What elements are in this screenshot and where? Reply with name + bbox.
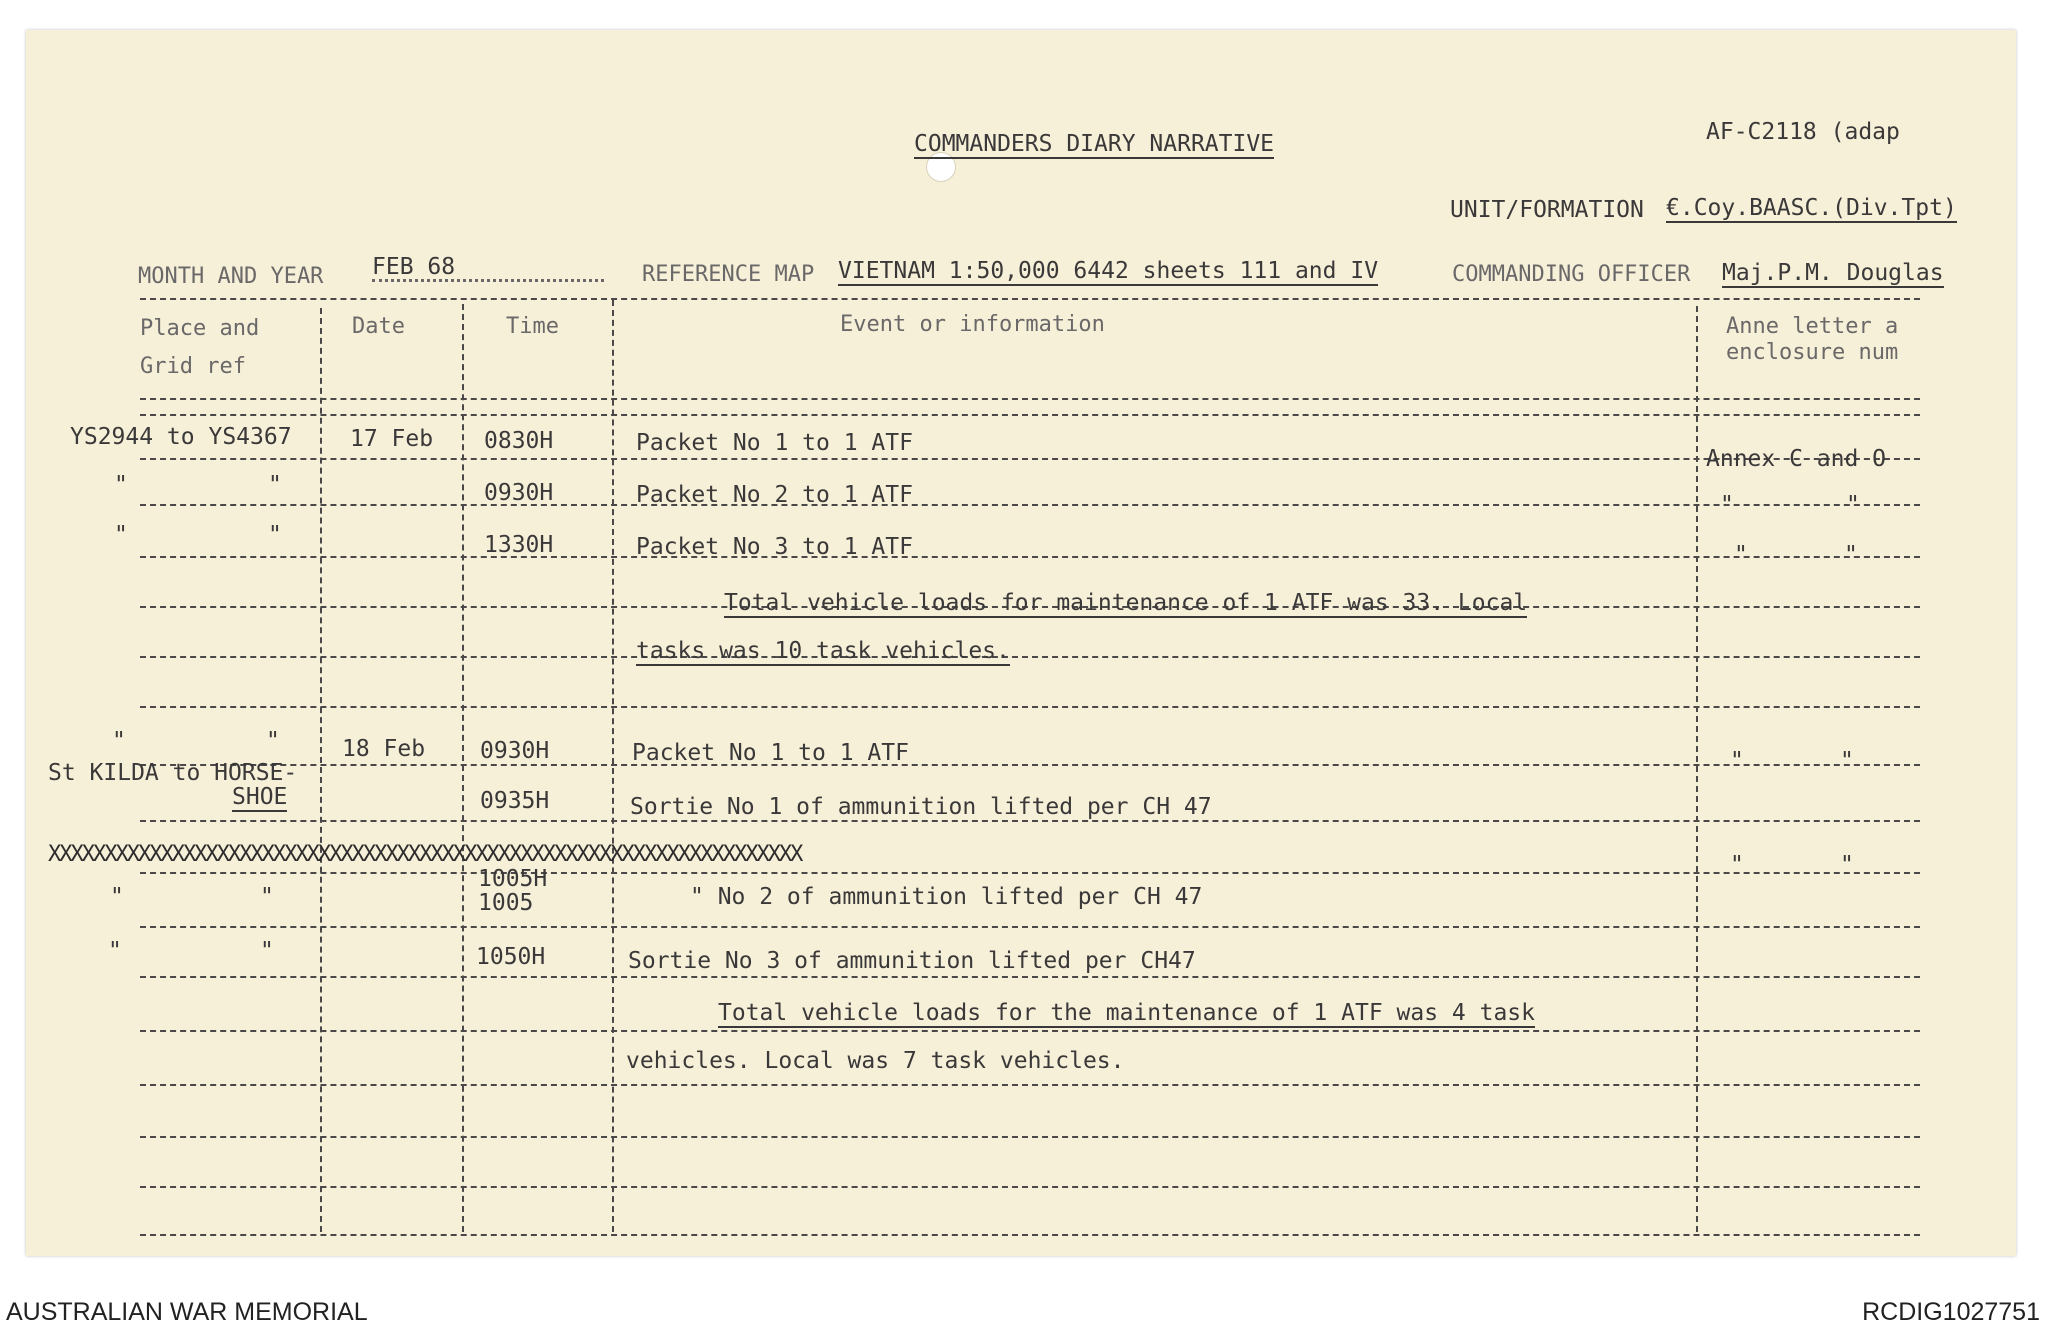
column-header-annex: Anne letter a (1726, 314, 1899, 339)
event-summary: vehicles. Local was 7 task vehicles. (626, 1048, 1125, 1074)
form-code: AF-C2118 (adap (1706, 119, 1900, 145)
event-text: Sortie No 3 of ammunition lifted per CH47 (628, 948, 1196, 974)
column-header-place: Place and (140, 316, 260, 341)
row-rule (140, 976, 1920, 978)
ditto-mark: " (1730, 748, 1744, 774)
row-rule (140, 1030, 1920, 1032)
place-grid-ref: YS2944 to YS4367 (70, 424, 292, 450)
ditto-mark: " (268, 522, 282, 548)
entry-time: 1050H (476, 944, 546, 970)
place-grid-ref: St KILDA to HORSE- (48, 760, 298, 786)
column-divider (462, 304, 464, 1232)
ditto-mark: " (114, 472, 128, 498)
row-rule (140, 556, 1920, 558)
entry-time: 1330H (484, 532, 554, 558)
event-text: " No 2 of ammunition lifted per CH 47 (690, 884, 1203, 910)
column-header-date: Date (352, 314, 405, 339)
archive-attribution: AUSTRALIAN WAR MEMORIAL (6, 1298, 368, 1326)
ditto-mark: " (268, 472, 282, 498)
event-summary: Total vehicle loads for the maintenance of 1 ATF was 4 task (718, 1000, 1535, 1026)
row-rule (140, 458, 1920, 460)
ditto-mark: " (1844, 542, 1858, 568)
ditto-mark: " (1840, 748, 1854, 774)
ditto-mark: " (112, 728, 126, 754)
row-rule (140, 1136, 1920, 1138)
ditto-mark: " (1734, 542, 1748, 568)
month-label: MONTH AND YEAR (138, 264, 324, 289)
row-rule (140, 820, 1920, 822)
ditto-mark: " (108, 938, 122, 964)
event-summary: Total vehicle loads for maintenance of 1 ATF was 33. Local (724, 590, 1528, 616)
row-rule (140, 706, 1920, 708)
ditto-mark: " (260, 884, 274, 910)
column-divider (612, 300, 614, 1232)
commanding-officer-value: Maj.P.M. Douglas (1722, 260, 1944, 286)
entry-time: 0935H (480, 788, 550, 814)
entry-time: 1005 (478, 890, 534, 916)
row-rule (140, 872, 1920, 874)
row-rule (140, 1084, 1920, 1086)
event-summary: tasks was 10 task vehicles. (636, 638, 1010, 664)
ditto-mark: " (1840, 852, 1854, 878)
place-grid-ref: SHOE (232, 784, 288, 810)
ditto-mark: " (1720, 492, 1734, 518)
month-value: FEB 68 (372, 256, 604, 282)
ditto-mark: " (266, 728, 280, 754)
annex-reference: Annex C and O (1706, 446, 1887, 472)
unit-label: UNIT/FORMATION (1450, 197, 1644, 223)
struck-out-entry: XXXXXXXXXXXXXXXXXXXXXXXXXXXXXXXXXXXXXXXXXXXXXXXXXXXXXXXXXXXXXXXXXXX (48, 842, 802, 867)
commanding-officer-label: COMMANDING OFFICER (1452, 262, 1691, 287)
column-header-enclosure: enclosure num (1726, 340, 1899, 365)
event-text: Packet No 2 to 1 ATF (636, 482, 913, 508)
entry-time: 0830H (484, 428, 554, 454)
ditto-mark: " (110, 884, 124, 910)
entry-time: 1005H (478, 866, 548, 892)
row-rule (140, 398, 1920, 400)
row-rule (140, 656, 1920, 658)
event-text: Sortie No 1 of ammunition lifted per CH 47 (630, 794, 1212, 820)
row-rule (140, 504, 1920, 506)
column-divider (1696, 306, 1698, 1232)
column-divider (320, 308, 322, 1232)
reference-map-value: VIETNAM 1:50,000 6442 sheets 111 and IV (838, 258, 1379, 284)
row-rule (140, 1234, 1920, 1236)
row-rule (140, 1186, 1920, 1188)
event-text: Packet No 1 to 1 ATF (632, 740, 909, 766)
ditto-mark: " (260, 938, 274, 964)
ditto-mark: " (1846, 492, 1860, 518)
entry-time: 0930H (480, 738, 550, 764)
archive-reference-id: RCDIG1027751 (1862, 1298, 2040, 1326)
ditto-mark: " (114, 522, 128, 548)
ditto-mark: " (1730, 852, 1744, 878)
header-rule (140, 298, 1920, 300)
column-header-event: Event or information (840, 312, 1105, 337)
reference-map-label: REFERENCE MAP (642, 262, 815, 287)
event-text: Packet No 3 to 1 ATF (636, 534, 913, 560)
row-rule (140, 764, 1920, 766)
unit-value: €.Coy.BAASC.(Div.Tpt) (1666, 195, 1957, 221)
event-text: Packet No 1 to 1 ATF (636, 430, 913, 456)
column-header-time: Time (506, 314, 559, 339)
entry-date: 17 Feb (350, 426, 434, 452)
row-rule (140, 926, 1920, 928)
entry-date: 18 Feb (342, 736, 426, 762)
document-title: COMMANDERS DIARY NARRATIVE (914, 131, 1275, 157)
row-rule (140, 414, 1920, 416)
column-header-grid: Grid ref (140, 354, 246, 379)
entry-time: 0930H (484, 480, 554, 506)
